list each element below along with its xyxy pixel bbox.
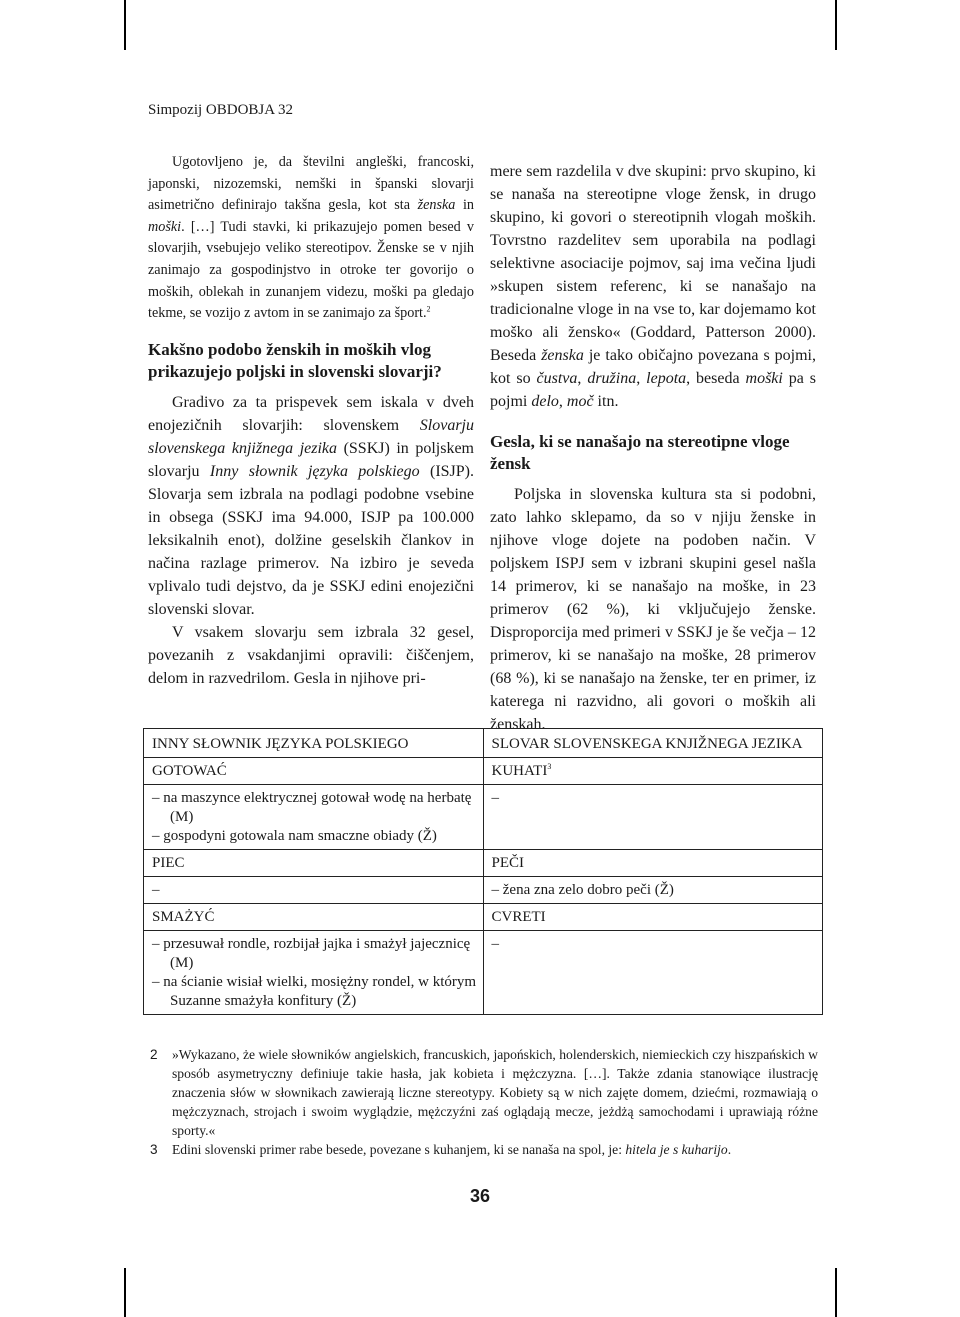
left-column xyxy=(148,152,474,690)
table-cell xyxy=(144,931,484,1015)
body-paragraph: mere sem razdelila v dve skupini: prvo skupino, ki se nanaša na stereotipne vloge žensk, in drugo skupino, ki govori o stereotipnih vlogah moških. Tovrstno razdelitev sem uporabila na podlagi selektivne asociacije pojmov, saj ima večina ljudi »skupen sistem referenc, ki se nanašajo na tradicionalne vloge in na vse to, kar dojemamo kot moško ali žensko« (Goddard, Patterson 2000). Beseda ženska je tako običajno povezana s pojmi, kot so čustva, družina, lepota, beseda moški pa s pojmi delo, moč itn. xyxy=(490,163,817,410)
crop-mark-bottom-right xyxy=(835,1268,837,1317)
crop-mark-top-left xyxy=(124,0,126,50)
footnote-ref-2[interactable]: 2 xyxy=(426,304,431,314)
dictionary-comparison-table xyxy=(143,728,823,1015)
page-number: 36 xyxy=(469,1186,491,1206)
table-row xyxy=(144,758,823,785)
footnote-2: 2 »Wykazano, że wiele słowników angielskich, francuskich, japońskich, holenderskich, niemieckich czy hiszpańskich w sposób asymetryczny definiuje takie hasła, jak kobieta i mężczyzna. […]. Także zdania stanowiące ilustrację znaczenia słów w słownikach zawierają liczne stereotypy. Kobiety są w nich zajęte domem, dziećmi, rozmawiają o mężczyznach, strojach i swoim wyglądzie, mężczyźni zaś oglądają mecze, jeżdżą samochodami i uprawiają różne sporty.« xyxy=(150,1047,818,1138)
table-cell: PEČI xyxy=(483,850,823,877)
table-header-row xyxy=(144,729,823,758)
example-sentence: – na maszynce elektrycznej gotował wodę na herbatę (M) xyxy=(152,790,472,825)
table-row xyxy=(144,877,823,904)
footnote-3: 3 Edini slovenski primer rabe besede, povezane s kuhanjem, ki se nanaša na spol, je: hitela je s kuharijo. xyxy=(150,1142,732,1157)
table-cell xyxy=(144,785,484,850)
example-sentence: – žena zna zelo dobro peči (Ž) xyxy=(491,882,674,898)
table-row xyxy=(144,785,823,850)
body-paragraph: Poljska in slovenska kultura sta si podobni, zato lahko sklepamo, da so v njiju ženske in njihove vloge dojete na podoben način. V poljskem ISPJ sem v izbrani skupini gesel našla 14 primerov, ki se nanašajo na moške, in 23 primerov (62 %), ki vključujejo ženske. Disproporcija med primeri v SSKJ je še večja – 12 primerov, ki se nanašajo na moške, 28 primerov (68 %), ki se nanašajo na ženske, ter en primer, iz katerega ni razvidno, ali govori o moških ali ženskah. xyxy=(490,486,816,733)
quote-paragraph: Ugotovljeno je, da številni angleški, francoski, japonski, nizozemski, nemški in španski slovarji asimetrično definirajo takšna gesla, kot sta ženska in moški. […] Tudi stavki, ki prikazujejo pomen besed v slovarjih, vsebujejo veliko stereotipov. Ženske se v njih zanimajo za gospodinjstvo in otroke ter govorijo o moških, oblekah in zunanjem videzu, moški pa gledajo tekme, se vozijo z avtom in se zanimajo za šport.$^2$ xyxy=(148,154,474,322)
table-row xyxy=(144,850,823,877)
running-head: Simpozij OBDOBJA 32 xyxy=(148,102,294,118)
table-cell: PIEC xyxy=(144,850,484,877)
crop-mark-bottom-left xyxy=(124,1268,126,1317)
table-row xyxy=(144,904,823,931)
table-header-isjp: INNY SŁOWNIK JĘZYKA POLSKIEGO xyxy=(144,729,484,758)
section-heading: Gesla, ki se nanašajo na stereotipne vloge žensk xyxy=(490,432,790,473)
table-cell: KUHATI$^3$ xyxy=(483,758,823,785)
table-cell: GOTOWAĆ xyxy=(144,758,484,785)
table-header-sskj: SLOVAR SLOVENSKEGA KNJIŽNEGA JEZIKA xyxy=(483,729,823,758)
example-sentence: – przesuwał rondle, rozbijał jajka i smażył jajecznicę (M) xyxy=(152,936,471,971)
table-cell: – xyxy=(144,877,484,904)
example-sentence: – na ścianie wisiał wielki, mosiężny rondel, w którym Suzanne smażyła konfitury (Ž) xyxy=(152,974,477,1009)
footnote-number: 2 xyxy=(150,1047,158,1062)
table-row xyxy=(144,931,823,1015)
table-cell: SMAŻYĆ xyxy=(144,904,484,931)
table-cell: – xyxy=(483,931,823,1015)
footnotes xyxy=(150,1045,818,1159)
table-cell: CVRETI xyxy=(483,904,823,931)
body-paragraph: V vsakem slovarju sem izbrala 32 gesel, povezanih z vsakdanjimi opravili: čiščenjem, delom in razvedrilom. Gesla in njihove pri- xyxy=(148,623,474,687)
section-heading: Kakšno podobo ženskih in moških vlog prikazujejo poljski in slovenski slovarji? xyxy=(148,339,442,381)
table-cell xyxy=(483,877,823,904)
example-sentence: – gospodyni gotowala nam smaczne obiady (Ž) xyxy=(152,828,437,844)
footnote-number: 3 xyxy=(150,1142,158,1157)
footnote-ref-3[interactable]: 3 xyxy=(547,762,552,771)
crop-mark-top-right xyxy=(835,0,837,50)
body-paragraph: Gradivo za ta prispevek sem iskala v dveh enojezičnih slovarjih: slovenskem Slovarju slovenskega knjižnega jezika (SSKJ) in poljskem slovarju Inny słownik języka polskiego (ISJP). Slovarja sem izbrala na podlagi podobne vsebine in obsega (SSKJ ima 94.000, ISJP pa 100.000 leksikalnih enot), dolžine geselskih člankov in načina razlage primerov. Na izbiro je seveda vplivalo tudi dejstvo, da je SSKJ edini enojezični slovenski slovar. xyxy=(148,393,475,618)
table-cell: – xyxy=(483,785,823,850)
right-column xyxy=(490,160,816,736)
